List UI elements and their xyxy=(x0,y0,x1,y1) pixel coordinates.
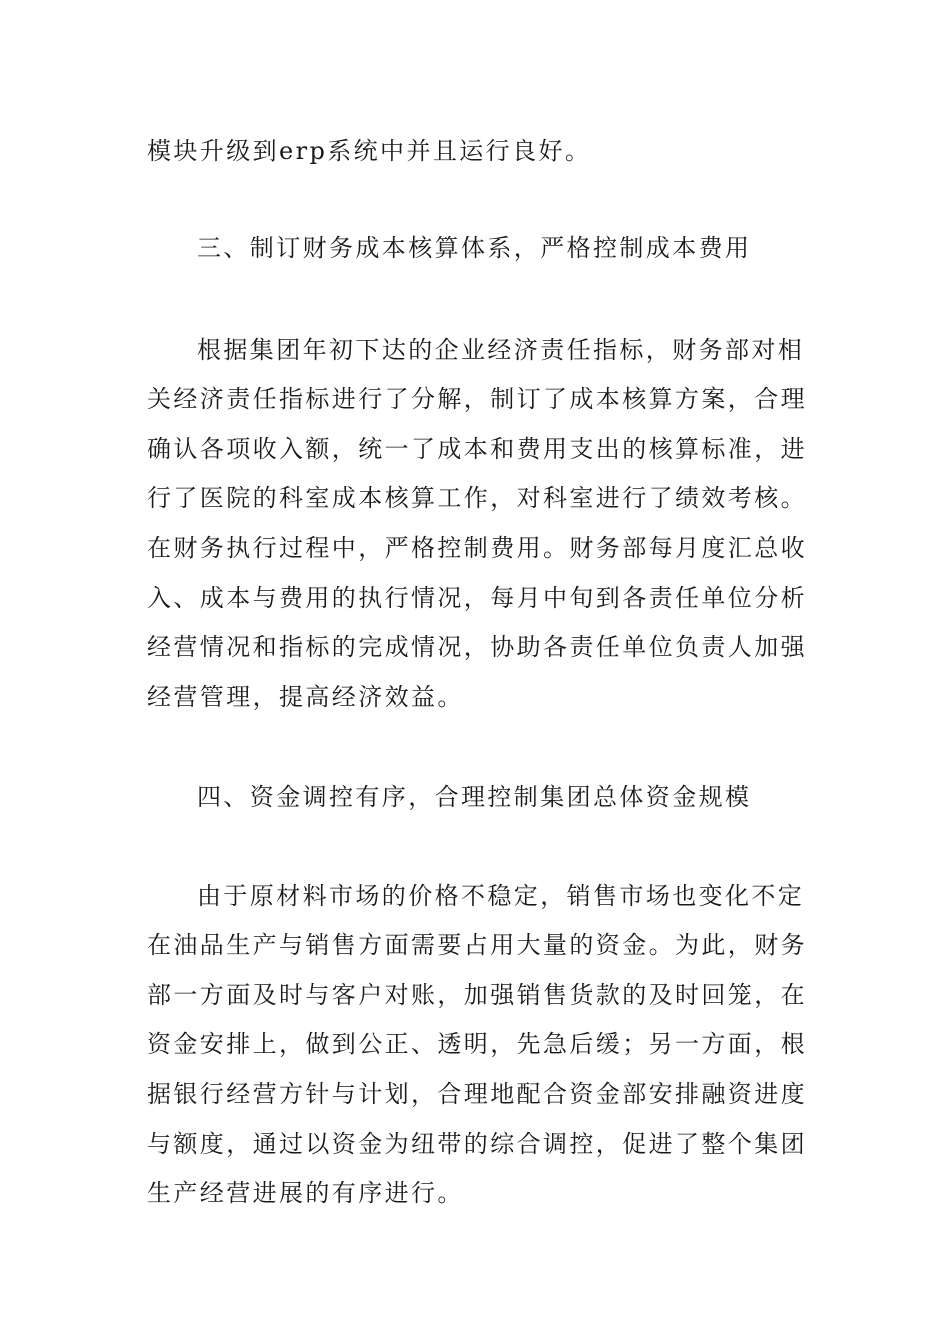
section-3-paragraph-line: 经营管理，提高经济效益。 xyxy=(147,683,464,711)
section-3-paragraph-line: 关经济责任指标进行了分解，制订了成本核算方案，合理 xyxy=(147,385,807,413)
section-4-paragraph-line: 据银行经营方针与计划，合理地配合资金部安排融资进度 xyxy=(147,1080,807,1108)
intro-tail-line: 模块升级到erp系统中并且运行良好。 xyxy=(147,137,592,165)
section-3-heading: 三、制订财务成本核算体系，严格控制成本费用 xyxy=(197,234,752,262)
section-4-paragraph-line: 由于原材料市场的价格不稳定，销售市场也变化不定 xyxy=(197,882,805,910)
section-3-paragraph-line: 入、成本与费用的执行情况，每月中旬到各责任单位分析 xyxy=(147,584,807,612)
section-4-heading: 四、资金调控有序，合理控制集团总体资金规模 xyxy=(197,783,752,811)
section-4-paragraph-line: 资金安排上，做到公正、透明，先急后缓；另一方面，根 xyxy=(147,1030,807,1058)
section-3-paragraph-line: 行了医院的科室成本核算工作，对科室进行了绩效考核。 xyxy=(147,484,807,512)
section-3-paragraph-line: 经营情况和指标的完成情况，协助各责任单位负责人加强 xyxy=(147,633,807,661)
section-3-paragraph-line: 确认各项收入额，统一了成本和费用支出的核算标准，进 xyxy=(147,435,807,463)
section-4-paragraph-line: 在油品生产与销售方面需要占用大量的资金。为此，财务 xyxy=(147,931,807,959)
section-3-paragraph-line: 在财务执行过程中，严格控制费用。财务部每月度汇总收 xyxy=(147,534,807,562)
section-4-paragraph-line: 生产经营进展的有序进行。 xyxy=(147,1179,464,1207)
section-4-paragraph-line: 部一方面及时与客户对账，加强销售货款的及时回笼，在 xyxy=(147,981,807,1009)
section-3-paragraph-line: 根据集团年初下达的企业经济责任指标，财务部对相 xyxy=(197,336,805,364)
section-4-paragraph-line: 与额度，通过以资金为纽带的综合调控，促进了整个集团 xyxy=(147,1130,807,1158)
